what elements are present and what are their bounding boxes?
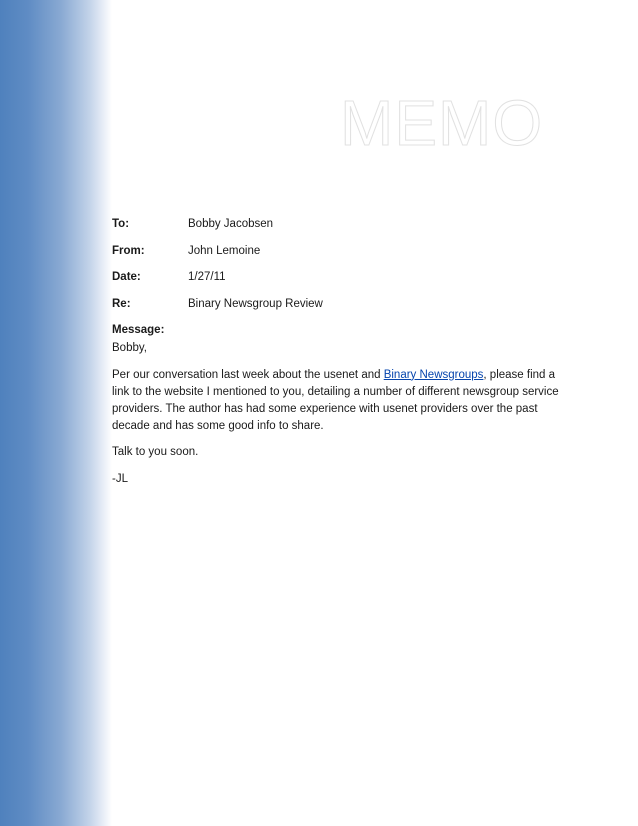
signature: -JL bbox=[112, 472, 128, 485]
field-to-label: To: bbox=[112, 218, 130, 230]
closing: Talk to you soon. bbox=[112, 446, 199, 458]
field-date-label: Date: bbox=[112, 271, 141, 283]
field-date bbox=[112, 269, 562, 286]
field-from-value: John Lemoine bbox=[188, 244, 261, 257]
message-paragraph bbox=[112, 367, 562, 435]
message-label: Message: bbox=[112, 324, 165, 336]
paragraph-before-link: Per our conversation last week about the usenet and bbox=[112, 368, 384, 381]
field-from bbox=[112, 243, 562, 260]
field-to bbox=[112, 216, 562, 233]
field-re-value: Binary Newsgroup Review bbox=[188, 297, 323, 310]
field-re bbox=[112, 296, 562, 313]
memo-header-fields bbox=[112, 216, 562, 349]
greeting: Bobby, bbox=[112, 342, 147, 354]
memo-title: MEMO bbox=[340, 87, 544, 159]
paragraph-after-link: , please find a link to the website I mentioned to you, detailing a number of different newsgroup service providers. The author has had some experience with usenet providers over the past decade and has some good info to share. bbox=[112, 368, 559, 432]
field-to-value: Bobby Jacobsen bbox=[188, 218, 274, 230]
binary-newsgroups-link[interactable]: Binary Newsgroups bbox=[383, 368, 484, 381]
message-body bbox=[112, 340, 562, 497]
side-gradient-bar bbox=[0, 0, 112, 826]
field-from-label: From: bbox=[112, 244, 145, 257]
field-re-label: Re: bbox=[112, 297, 131, 310]
field-date-value: 1/27/11 bbox=[188, 271, 226, 283]
